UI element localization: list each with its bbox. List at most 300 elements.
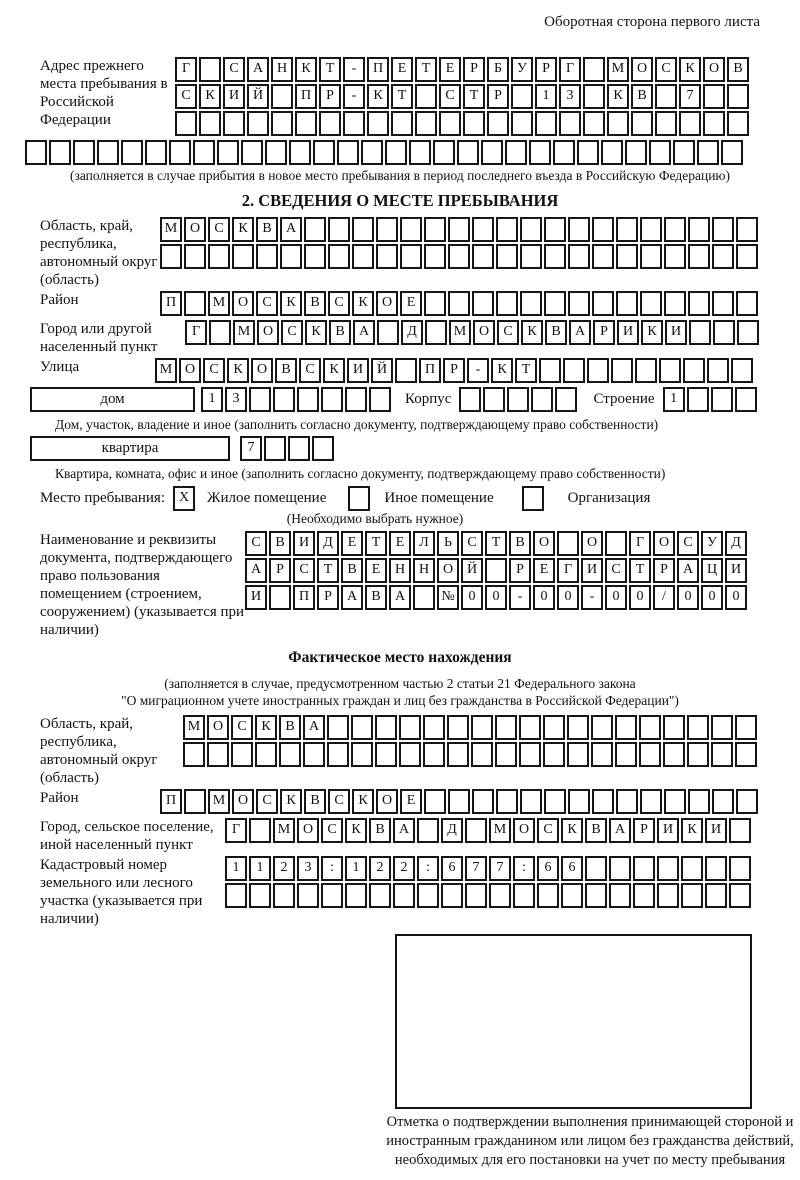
char-box: 3 xyxy=(297,856,319,881)
char-box xyxy=(735,715,757,740)
char-box xyxy=(736,217,758,242)
char-box: Д xyxy=(317,531,339,556)
char-box xyxy=(727,84,749,109)
char-box: В xyxy=(329,320,351,345)
char-box: П xyxy=(419,358,441,383)
char-box: Г xyxy=(185,320,207,345)
char-box xyxy=(343,111,365,136)
korpus-boxes xyxy=(459,387,579,412)
char-box: И xyxy=(657,818,679,843)
char-box xyxy=(424,291,446,316)
char-box xyxy=(459,387,481,412)
char-box xyxy=(605,531,627,556)
checkbox-inoe-pomeshchenie xyxy=(348,486,370,511)
korpus-label: Корпус xyxy=(405,391,452,407)
char-box xyxy=(49,140,71,165)
char-box: С xyxy=(231,715,253,740)
char-box: У xyxy=(511,57,533,82)
char-box: 0 xyxy=(725,585,747,610)
char-box xyxy=(496,789,518,814)
char-box xyxy=(520,217,542,242)
cadastral-field xyxy=(40,856,760,928)
char-box: А xyxy=(677,558,699,583)
char-box xyxy=(640,291,662,316)
char-box: О xyxy=(581,531,603,556)
char-box: Р xyxy=(317,585,339,610)
char-box xyxy=(472,244,494,269)
char-box: 1 xyxy=(249,856,271,881)
char-box xyxy=(687,742,709,767)
char-box: - xyxy=(509,585,531,610)
char-box: 6 xyxy=(561,856,583,881)
char-box xyxy=(539,358,561,383)
char-box: С xyxy=(655,57,677,82)
char-box: Е xyxy=(391,57,413,82)
char-box: К xyxy=(305,320,327,345)
stay-type-note: (Необходимо выбрать нужное) xyxy=(286,511,464,526)
char-box xyxy=(400,244,422,269)
char-box: 2 xyxy=(393,856,415,881)
char-box: К xyxy=(280,291,302,316)
char-box xyxy=(495,742,517,767)
char-box: Г xyxy=(225,818,247,843)
char-box: Е xyxy=(389,531,411,556)
char-box: Й xyxy=(371,358,393,383)
char-box: 0 xyxy=(485,585,507,610)
char-box xyxy=(568,217,590,242)
char-box xyxy=(255,742,277,767)
char-box xyxy=(241,140,263,165)
char-box: В xyxy=(585,818,607,843)
char-box xyxy=(688,789,710,814)
char-box: К xyxy=(295,57,317,82)
char-box: - xyxy=(343,57,365,82)
char-box xyxy=(256,244,278,269)
char-box: К xyxy=(232,217,254,242)
char-box: М xyxy=(155,358,177,383)
char-box: А xyxy=(341,585,363,610)
char-box xyxy=(271,84,293,109)
char-box xyxy=(441,883,463,908)
char-box xyxy=(417,818,439,843)
apartment-number-boxes xyxy=(240,436,336,461)
char-box: В xyxy=(727,57,749,82)
char-box: К xyxy=(561,818,583,843)
section2-title: 2. СВЕДЕНИЯ О МЕСТЕ ПРЕБЫВАНИЯ xyxy=(241,191,559,210)
cadastral-row-1 xyxy=(225,856,753,881)
document-row-3 xyxy=(245,585,749,610)
char-box xyxy=(519,715,541,740)
char-box xyxy=(485,558,507,583)
char-box xyxy=(425,320,447,345)
char-box: 0 xyxy=(629,585,651,610)
char-box xyxy=(319,111,341,136)
char-box xyxy=(543,715,565,740)
char-box: : xyxy=(417,856,439,881)
region-label: Область, край, республика, автономный округ (область) xyxy=(40,218,158,288)
cadastral-label: Кадастровый номер земельного или лесного участка (указывается при наличии) xyxy=(40,857,203,927)
char-box: С xyxy=(175,84,197,109)
char-box xyxy=(611,358,633,383)
char-box xyxy=(439,111,461,136)
char-box: М xyxy=(607,57,629,82)
actual-region-label: Область, край, республика, автономный округ (область) xyxy=(40,716,158,786)
char-box xyxy=(487,111,509,136)
district-field xyxy=(40,291,760,318)
apartment-box-label: квартира xyxy=(30,436,230,461)
char-box xyxy=(297,387,319,412)
char-box xyxy=(249,818,271,843)
char-box xyxy=(328,217,350,242)
stay-type-option-label-3: Организация xyxy=(567,490,651,506)
actual-district-field xyxy=(40,789,760,816)
char-box: М xyxy=(160,217,182,242)
actual-city-row xyxy=(225,818,753,843)
char-box xyxy=(399,742,421,767)
actual-location-note-1: (заполняется в случае, предусмотренном частью 2 статьи 21 Федерального закона xyxy=(164,676,636,691)
char-box xyxy=(409,140,431,165)
char-box xyxy=(664,291,686,316)
char-box: С xyxy=(537,818,559,843)
prev-address-note: (заполняется в случае прибытия в новое место пребывания в период последнего въезда в Российскую Федерацию) xyxy=(69,168,731,183)
char-box xyxy=(563,358,585,383)
char-box: А xyxy=(389,585,411,610)
char-box xyxy=(707,358,729,383)
char-box xyxy=(511,111,533,136)
char-box xyxy=(568,789,590,814)
document-label: Наименование и реквизиты документа, подтверждающего право пользования помещением (строением, сооружением) (указывается при наличии) xyxy=(40,532,245,638)
char-box: П xyxy=(295,84,317,109)
char-box xyxy=(553,140,575,165)
char-box xyxy=(625,140,647,165)
char-box xyxy=(616,217,638,242)
char-box: Н xyxy=(271,57,293,82)
checkbox-organizatsiya xyxy=(522,486,544,511)
char-box xyxy=(592,789,614,814)
char-box xyxy=(531,387,553,412)
char-box: 7 xyxy=(240,436,262,461)
char-box xyxy=(424,789,446,814)
stay-type-option-label-2: Иное помещение xyxy=(384,490,494,506)
char-box: П xyxy=(160,291,182,316)
city-field xyxy=(40,320,760,356)
char-box xyxy=(505,140,527,165)
char-box xyxy=(567,742,589,767)
char-box xyxy=(657,883,679,908)
actual-district-label: Район xyxy=(40,790,79,806)
char-box xyxy=(731,358,753,383)
char-box xyxy=(496,244,518,269)
char-box xyxy=(269,585,291,610)
char-box: С xyxy=(208,217,230,242)
char-box: С xyxy=(321,818,343,843)
char-box: С xyxy=(328,291,350,316)
char-box: И xyxy=(705,818,727,843)
char-box xyxy=(175,111,197,136)
char-box xyxy=(472,291,494,316)
char-box xyxy=(321,387,343,412)
char-box xyxy=(345,387,367,412)
char-box xyxy=(687,715,709,740)
stamp-note: Отметка о подтверждении выполнения принимающей стороной и иностранным гражданином или лицом без гражданства действий, необходимых для его постановки на учет по месту пребывания xyxy=(386,1114,794,1168)
document-row-1 xyxy=(245,531,749,556)
char-box xyxy=(496,291,518,316)
char-box: / xyxy=(653,585,675,610)
char-box xyxy=(544,244,566,269)
char-box xyxy=(688,244,710,269)
prev-address-row-2 xyxy=(175,84,751,109)
char-box xyxy=(199,57,221,82)
char-box xyxy=(601,140,623,165)
char-box: 0 xyxy=(677,585,699,610)
char-box: Т xyxy=(365,531,387,556)
char-box xyxy=(424,217,446,242)
char-box xyxy=(568,244,590,269)
char-box xyxy=(633,856,655,881)
char-box xyxy=(585,883,607,908)
house-row xyxy=(30,387,760,414)
char-box xyxy=(640,217,662,242)
stamp-area xyxy=(40,934,794,1170)
char-box: Ь xyxy=(437,531,459,556)
char-box: Е xyxy=(400,789,422,814)
char-box xyxy=(223,111,245,136)
prev-address-field xyxy=(40,57,760,138)
char-box: И xyxy=(581,558,603,583)
char-box xyxy=(729,856,751,881)
char-box: 2 xyxy=(273,856,295,881)
char-box xyxy=(616,244,638,269)
char-box xyxy=(727,111,749,136)
char-box: О xyxy=(513,818,535,843)
house-number-boxes xyxy=(201,387,393,412)
char-box: О xyxy=(179,358,201,383)
char-box: У xyxy=(701,531,723,556)
char-box xyxy=(736,244,758,269)
char-box: Р xyxy=(487,84,509,109)
char-box: Г xyxy=(629,531,651,556)
char-box xyxy=(557,531,579,556)
char-box: - xyxy=(467,358,489,383)
char-box: М xyxy=(233,320,255,345)
char-box: К xyxy=(681,818,703,843)
char-box: И xyxy=(293,531,315,556)
char-box: С xyxy=(605,558,627,583)
char-box: В xyxy=(275,358,297,383)
char-box xyxy=(313,140,335,165)
char-box xyxy=(681,883,703,908)
char-box xyxy=(703,84,725,109)
char-box xyxy=(367,111,389,136)
char-box: Г xyxy=(559,57,581,82)
char-box xyxy=(328,244,350,269)
char-box: И xyxy=(617,320,639,345)
char-box: В xyxy=(279,715,301,740)
char-box: О xyxy=(207,715,229,740)
char-box xyxy=(184,244,206,269)
char-box: М xyxy=(489,818,511,843)
char-box xyxy=(448,789,470,814)
char-box: К xyxy=(367,84,389,109)
char-box xyxy=(199,111,221,136)
char-box: - xyxy=(343,84,365,109)
char-box xyxy=(183,742,205,767)
char-box xyxy=(664,217,686,242)
char-box xyxy=(447,715,469,740)
char-box xyxy=(633,883,655,908)
char-box: 1 xyxy=(225,856,247,881)
char-box: О xyxy=(297,818,319,843)
char-box: И xyxy=(223,84,245,109)
char-box: Н xyxy=(413,558,435,583)
char-box xyxy=(663,715,685,740)
char-box: Т xyxy=(629,558,651,583)
char-box xyxy=(609,883,631,908)
char-box: О xyxy=(257,320,279,345)
char-box xyxy=(507,387,529,412)
char-box xyxy=(577,140,599,165)
char-box: С xyxy=(461,531,483,556)
char-box: С xyxy=(223,57,245,82)
char-box: Д xyxy=(725,531,747,556)
char-box xyxy=(369,883,391,908)
prev-address-label: Адрес прежнего места пребывания в Российской Федерации xyxy=(40,58,168,128)
char-box xyxy=(683,358,705,383)
char-box xyxy=(207,742,229,767)
char-box xyxy=(640,789,662,814)
char-box: : xyxy=(321,856,343,881)
char-box: Т xyxy=(391,84,413,109)
char-box xyxy=(73,140,95,165)
char-box: А xyxy=(569,320,591,345)
char-box xyxy=(297,883,319,908)
char-box: 1 xyxy=(535,84,557,109)
document-row-2 xyxy=(245,558,749,583)
char-box: В xyxy=(631,84,653,109)
char-box xyxy=(361,140,383,165)
char-box xyxy=(519,742,541,767)
char-box: В xyxy=(509,531,531,556)
char-box xyxy=(664,244,686,269)
char-box xyxy=(712,291,734,316)
char-box xyxy=(208,244,230,269)
char-box: 0 xyxy=(461,585,483,610)
char-box: А xyxy=(245,558,267,583)
char-box xyxy=(659,358,681,383)
char-box xyxy=(424,244,446,269)
char-box: Д xyxy=(441,818,463,843)
char-box: 0 xyxy=(557,585,579,610)
char-box xyxy=(489,883,511,908)
char-box: М xyxy=(208,291,230,316)
char-box: П xyxy=(160,789,182,814)
char-box: Р xyxy=(593,320,615,345)
char-box xyxy=(376,217,398,242)
char-box xyxy=(737,320,759,345)
char-box: К xyxy=(280,789,302,814)
char-box: О xyxy=(184,217,206,242)
char-box: О xyxy=(703,57,725,82)
char-box xyxy=(544,291,566,316)
char-box xyxy=(351,742,373,767)
char-box: А xyxy=(247,57,269,82)
char-box xyxy=(520,291,542,316)
char-box xyxy=(345,883,367,908)
char-box: Б xyxy=(487,57,509,82)
char-box xyxy=(583,57,605,82)
char-box: К xyxy=(521,320,543,345)
char-box xyxy=(145,140,167,165)
char-box xyxy=(679,111,701,136)
char-box: В xyxy=(545,320,567,345)
char-box xyxy=(375,742,397,767)
char-box xyxy=(465,883,487,908)
char-box xyxy=(543,742,565,767)
char-box: К xyxy=(679,57,701,82)
char-box: С xyxy=(256,291,278,316)
char-box: 0 xyxy=(605,585,627,610)
region-row-2 xyxy=(160,244,760,269)
char-box xyxy=(97,140,119,165)
char-box xyxy=(391,111,413,136)
char-box: О xyxy=(376,789,398,814)
char-box xyxy=(264,436,286,461)
char-box xyxy=(417,883,439,908)
char-box xyxy=(712,244,734,269)
char-box: Р xyxy=(509,558,531,583)
char-box xyxy=(327,742,349,767)
char-box xyxy=(273,883,295,908)
char-box xyxy=(463,111,485,136)
char-box xyxy=(160,244,182,269)
char-box xyxy=(25,140,47,165)
char-box: А xyxy=(303,715,325,740)
prev-address-row-3 xyxy=(175,111,751,136)
char-box xyxy=(495,715,517,740)
char-box xyxy=(448,291,470,316)
char-box: Р xyxy=(653,558,675,583)
char-box: 7 xyxy=(465,856,487,881)
char-box xyxy=(231,742,253,767)
district-row xyxy=(160,291,760,316)
char-box xyxy=(465,818,487,843)
char-box xyxy=(609,856,631,881)
char-box xyxy=(337,140,359,165)
char-box: 7 xyxy=(489,856,511,881)
document-field xyxy=(40,531,760,639)
char-box: Д xyxy=(401,320,423,345)
char-box xyxy=(169,140,191,165)
char-box xyxy=(273,387,295,412)
char-box xyxy=(635,358,657,383)
actual-city-field xyxy=(40,818,760,854)
char-box xyxy=(483,387,505,412)
char-box xyxy=(664,789,686,814)
char-box xyxy=(568,291,590,316)
char-box xyxy=(616,291,638,316)
char-box xyxy=(225,883,247,908)
street-label: Улица xyxy=(40,359,80,375)
char-box: К xyxy=(352,291,374,316)
char-box xyxy=(735,742,757,767)
char-box xyxy=(657,856,679,881)
char-box: С xyxy=(497,320,519,345)
char-box xyxy=(375,715,397,740)
char-box xyxy=(280,244,302,269)
char-box: Е xyxy=(400,291,422,316)
char-box xyxy=(352,217,374,242)
char-box xyxy=(304,244,326,269)
